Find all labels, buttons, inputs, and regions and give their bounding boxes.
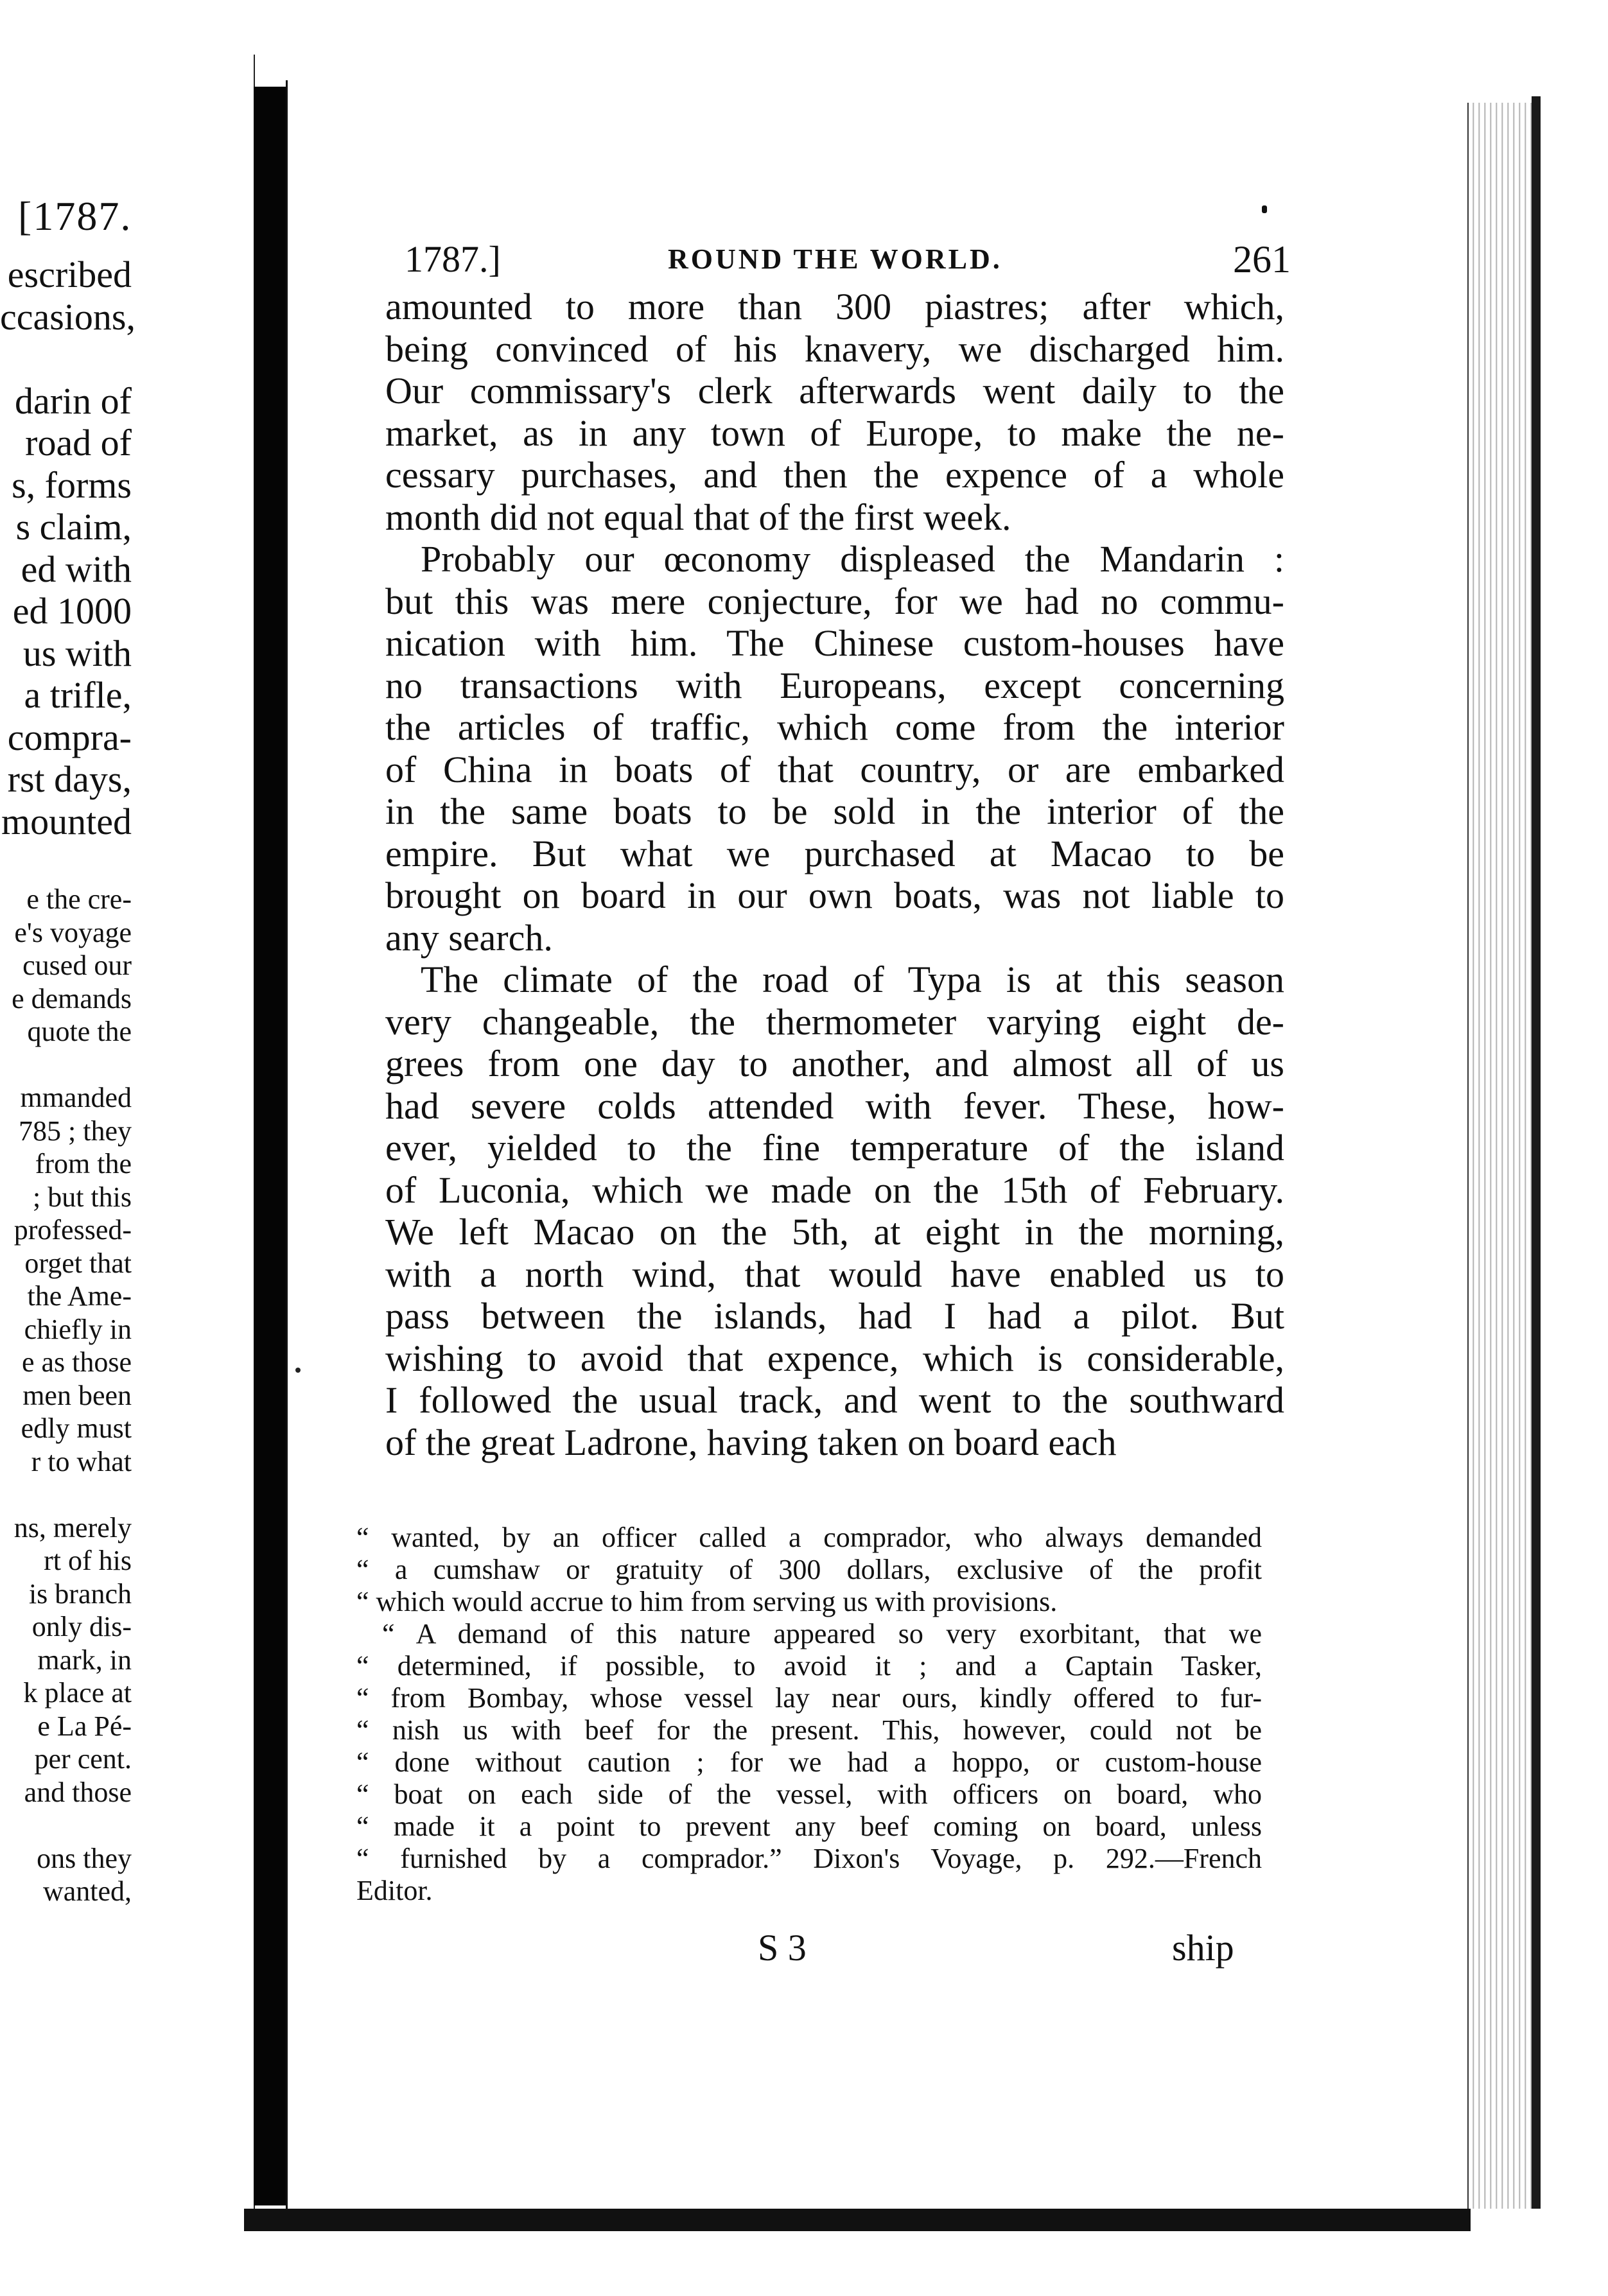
text-line: from the	[35, 1148, 132, 1179]
text-line: 785 ; they	[19, 1115, 132, 1147]
text-line: of the great Ladrone, having taken on board each	[385, 1421, 1117, 1463]
text-line: Our commissary's clerk afterwards went daily to the	[385, 370, 1284, 412]
text-line: Probably our œconomy displeased the Mandarin :	[421, 538, 1284, 580]
text-line: men been	[22, 1379, 132, 1411]
left-page-notes	[0, 883, 132, 1908]
footnote-line: “ done without caution ; for we had a hoppo, or custom-house	[356, 1746, 1262, 1778]
text-line: rt of his	[44, 1545, 132, 1576]
text-line: a trifle,	[24, 674, 132, 716]
text-line: escribed	[7, 254, 132, 295]
footnote-line: “ furnished by a comprador.” Dixon's Voyage, p. 292.—French	[356, 1843, 1262, 1874]
text-line: month did not equal that of the first week.	[385, 496, 1011, 538]
text-line: brought on board in our own boats, was not liable to	[385, 874, 1284, 916]
text-line: being convinced of his knavery, we discharged him.	[385, 327, 1284, 370]
main-text	[385, 286, 1284, 1463]
text-line: no transactions with Europeans, except concerning	[385, 664, 1284, 706]
text-line: of Luconia, which we made on the 15th of February.	[385, 1169, 1284, 1211]
text-line: pass between the islands, had I had a pilot. But	[385, 1295, 1284, 1337]
book-gutter	[254, 87, 286, 2205]
text-line: e La Pé-	[37, 1710, 132, 1742]
footnote-line: “ determined, if possible, to avoid it ; and a Captain Tasker,	[356, 1650, 1262, 1682]
bottom-shadow	[244, 2209, 1471, 2231]
footnote-line: “ wanted, by an officer called a comprador, who always demanded	[356, 1522, 1262, 1553]
text-line: cessary purchases, and then the expence of a whole	[385, 454, 1284, 496]
signature-mark: S 3	[758, 1927, 807, 1969]
text-line: of China in boats of that country, or are embarked	[385, 748, 1284, 790]
text-line: per cent.	[34, 1743, 132, 1775]
text-line: wanted,	[42, 1875, 132, 1907]
text-line: quote the	[27, 1016, 132, 1047]
text-line: nication with him. The Chinese custom-houses have	[385, 622, 1284, 664]
text-line: road of	[25, 422, 132, 464]
text-line: ons they	[37, 1842, 132, 1874]
page-number: 261	[1233, 238, 1291, 281]
text-line: had severe colds attended with fever. These, how-	[385, 1084, 1284, 1127]
text-line	[0, 338, 132, 380]
text-line: ed with	[21, 548, 132, 590]
text-line: I followed the usual track, and went to the southward	[385, 1379, 1284, 1421]
text-line: ever, yielded to the fine temperature of the island	[385, 1127, 1284, 1169]
footnote-line: “ A demand of this nature appeared so very exorbitant, that we	[382, 1618, 1262, 1649]
text-line: rst days,	[7, 758, 132, 800]
text-line	[0, 1478, 132, 1511]
ink-mark	[1262, 205, 1267, 213]
text-line	[0, 1048, 132, 1082]
ink-mark	[295, 1368, 301, 1373]
text-line: empire. But what we purchased at Macao to be	[385, 832, 1284, 874]
text-line: is branch	[28, 1578, 132, 1610]
text-line: and those	[24, 1776, 132, 1808]
text-line: but this was mere conjecture, for we had no commu-	[385, 580, 1284, 622]
text-line	[0, 1809, 132, 1842]
footnote-line: “ made it a point to prevent any beef coming on board, unless	[356, 1811, 1262, 1842]
text-line: orget that	[24, 1247, 132, 1279]
text-line: chiefly in	[24, 1313, 132, 1345]
text-line: any search.	[385, 916, 553, 959]
footnote-block	[356, 1522, 1262, 1907]
text-line: s, forms	[12, 464, 132, 506]
text-line: e demands	[12, 982, 132, 1014]
footnote-line: “ boat on each side of the vessel, with officers on board, who	[356, 1779, 1262, 1810]
text-line: grees from one day to another, and almost all of us	[385, 1043, 1284, 1084]
footnote-line: “ from Bombay, whose vessel lay near ours, kindly offered to fur-	[356, 1682, 1262, 1714]
text-line: wishing to avoid that expence, which is considerable,	[385, 1337, 1284, 1379]
catchword: ship	[1172, 1927, 1234, 1969]
text-line: mounted	[1, 800, 132, 842]
text-line: The climate of the road of Typa is at this season	[421, 959, 1284, 1000]
text-line: in the same boats to be sold in the interior of the	[385, 790, 1284, 832]
text-line: mmanded	[20, 1082, 132, 1113]
text-line: darin of	[15, 379, 132, 422]
text-line: s claim,	[15, 506, 132, 548]
text-line: edly must	[21, 1413, 132, 1444]
left-page-header: [1787.	[18, 193, 132, 239]
text-line: ns, merely	[13, 1511, 132, 1544]
running-head-year: 1787.]	[405, 238, 501, 280]
footnote-line: “ a cumshaw or gratuity of 300 dollars, exclusive of the profit	[356, 1554, 1262, 1585]
text-line: us with	[22, 632, 132, 674]
left-page-body	[0, 254, 135, 842]
text-line: e as those	[21, 1346, 132, 1378]
text-line: k place at	[23, 1677, 132, 1709]
text-line: very changeable, the thermometer varying eight de-	[385, 1000, 1284, 1043]
text-line: professed-	[13, 1214, 132, 1246]
text-line: the articles of traffic, which come from the interior	[385, 706, 1284, 748]
text-line: only dis-	[31, 1611, 132, 1642]
running-head-title: ROUND THE WORLD.	[668, 243, 1002, 275]
text-line: We left Macao on the 5th, at eight in the morning,	[385, 1211, 1284, 1253]
text-line: with a north wind, that would have enabled us to	[385, 1253, 1284, 1295]
running-head	[405, 238, 1291, 283]
page-edges	[1467, 103, 1533, 2209]
text-line: ccasions,	[0, 295, 135, 338]
text-line: market, as in any town of Europe, to make the ne-	[385, 412, 1284, 454]
text-line: mark, in	[37, 1644, 132, 1676]
footnote-line: Editor.	[356, 1875, 433, 1906]
text-line: compra-	[7, 716, 132, 758]
text-line: the Ame-	[27, 1280, 132, 1312]
page-edge-border	[1532, 96, 1541, 2209]
text-line: e's voyage	[14, 916, 132, 948]
text-line: ; but this	[32, 1181, 132, 1213]
text-line: ed 1000	[12, 590, 132, 632]
text-line: r to what	[31, 1445, 132, 1477]
text-line: amounted to more than 300 piastres; after which,	[385, 286, 1284, 327]
footnote-line: “ nish us with beef for the present. This, however, could not be	[356, 1714, 1262, 1746]
text-line: cused our	[22, 950, 132, 981]
text-line: e the cre-	[26, 883, 132, 915]
footnote-line: “ which would accrue to him from serving us with provisions.	[356, 1586, 1058, 1617]
